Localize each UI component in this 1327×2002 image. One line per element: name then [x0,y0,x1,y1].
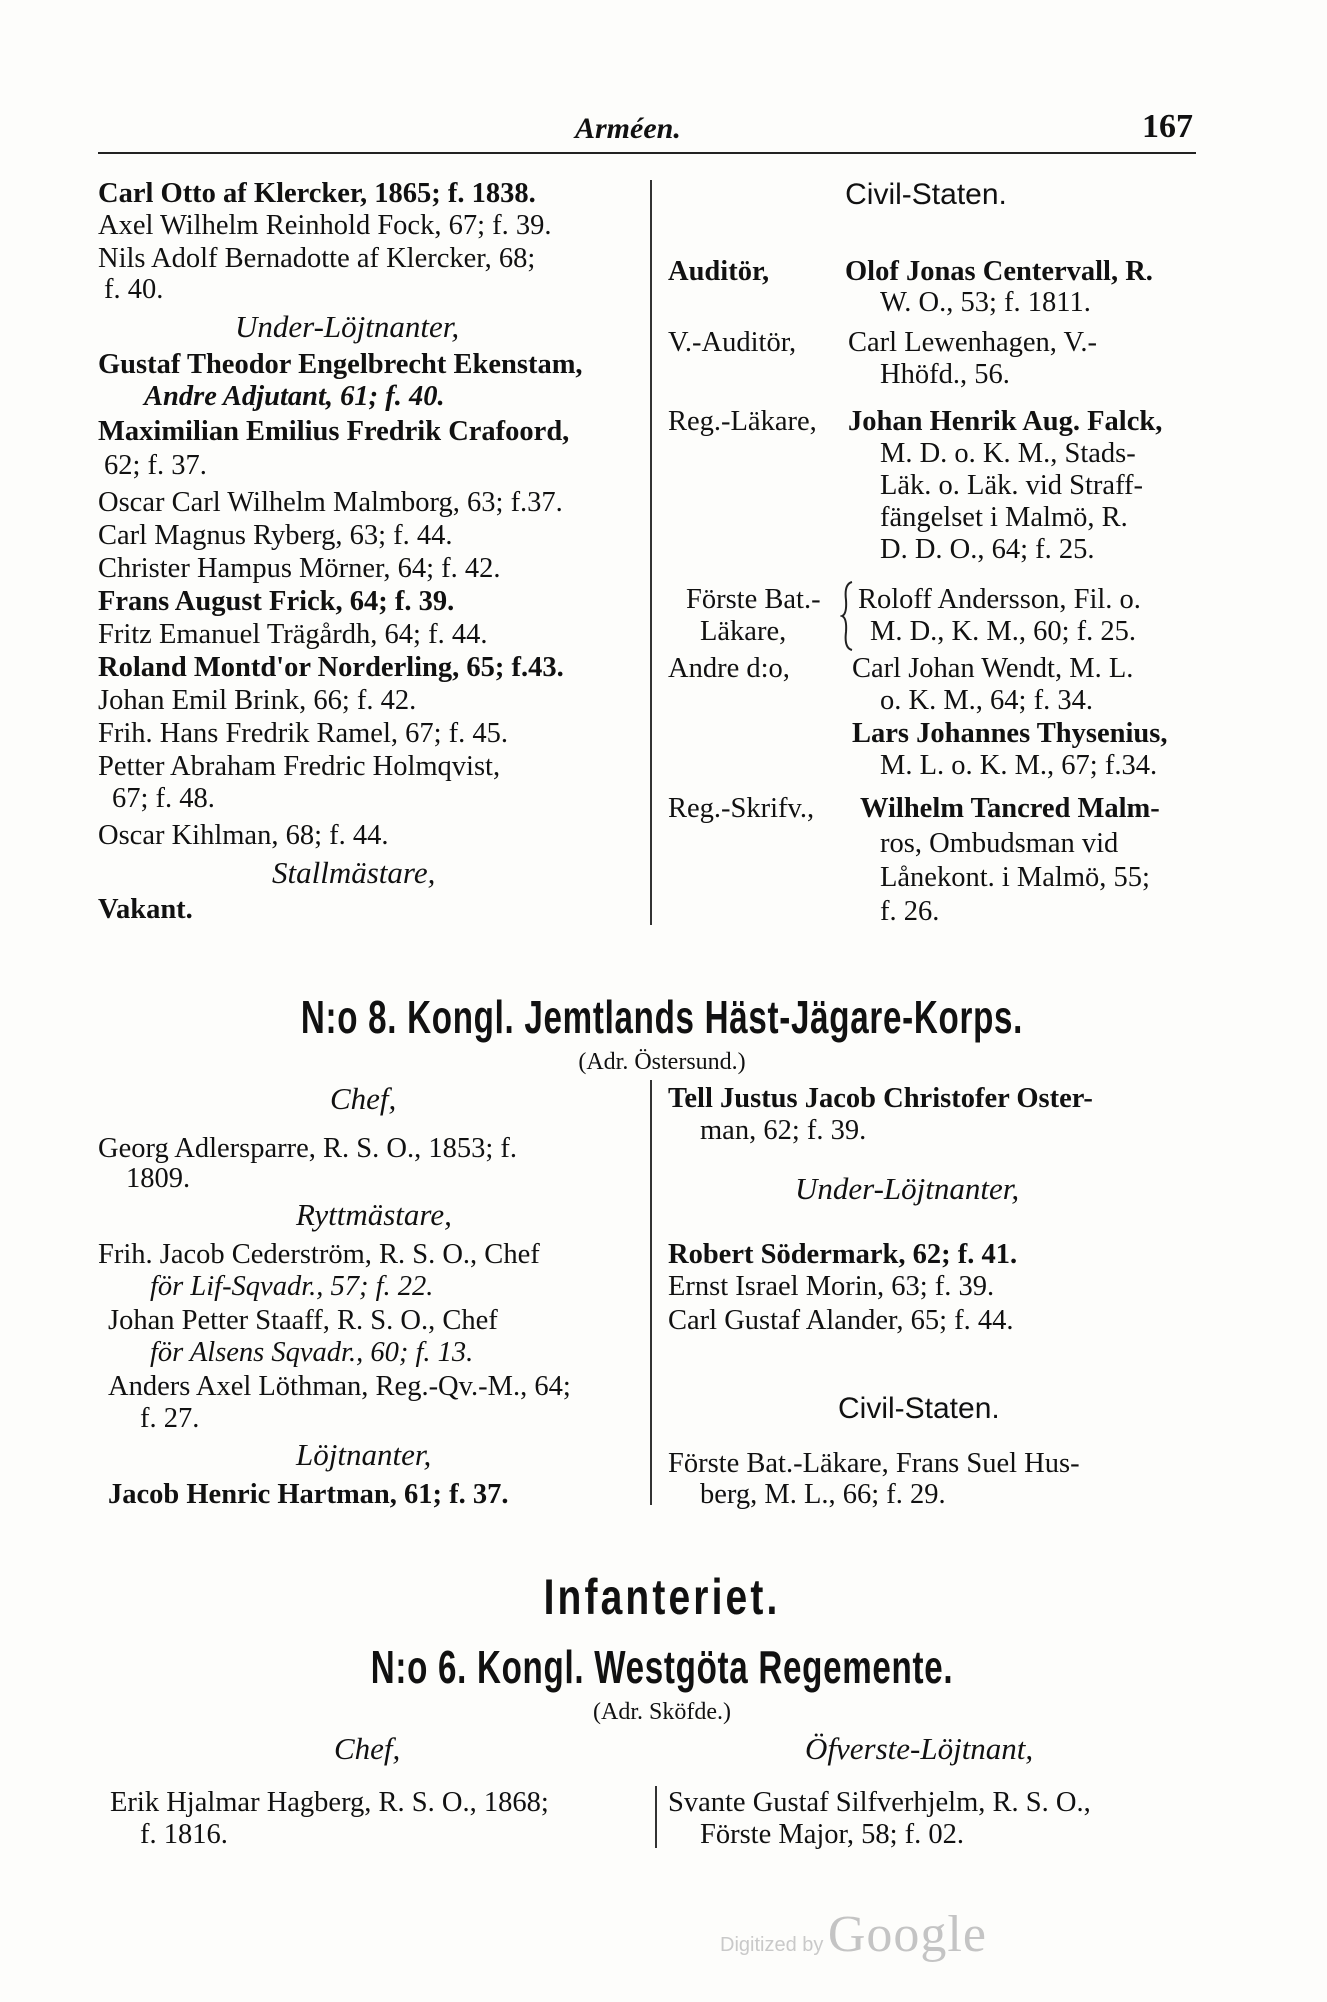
list-item: Georg Adlersparre, R. S. O., 1853; f. [98,1133,517,1164]
list-item: 1809. [126,1163,191,1194]
list-item: Nils Adolf Bernadotte af Klercker, 68; [98,243,536,274]
list-item: Anders Axel Löthman, Reg.-Qv.-M., 64; [108,1371,571,1402]
list-item: f. 26. [880,896,940,927]
list-item: Oscar Kihlman, 68; f. 44. [98,820,389,851]
list-item: Carl Gustaf Alander, 65; f. 44. [668,1305,1014,1336]
rank-heading: Öfverste-Löjtnant, [805,1731,1034,1766]
civil-staten-heading: Civil-Staten. [838,1392,1000,1425]
branch-heading: Infanteriet. [543,1569,781,1625]
section-address: (Adr. Östersund.) [578,1049,746,1075]
list-item: Lars Johannes Thysenius, [852,718,1168,749]
list-item: D. D. O., 64; f. 25. [880,534,1095,565]
role-label: Andre d:o, [668,653,790,684]
list-item: Wilhelm Tancred Malm- [860,793,1160,824]
list-item: man, 62; f. 39. [700,1115,867,1146]
list-item: Gustaf Theodor Engelbrecht Ekenstam, [98,349,583,380]
list-item: ros, Ombudsman vid [880,828,1119,859]
brace-icon [840,580,856,652]
list-item: M. D., K. M., 60; f. 25. [870,616,1137,647]
list-item: Olof Jonas Centervall, R. [845,256,1153,287]
rank-heading: Chef, [334,1731,401,1766]
column-divider [655,1786,657,1848]
list-item: 62; f. 37. [104,450,207,481]
list-item: Maximilian Emilius Fredrik Crafoord, [98,416,570,447]
rank-heading: Under-Löjtnanter, [795,1171,1020,1206]
list-item: Oscar Carl Wilhelm Malmborg, 63; f.37. [98,487,563,518]
list-item: Tell Justus Jacob Christofer Oster- [668,1083,1093,1114]
list-item: Förste Bat.-Läkare, Frans Suel Hus- [668,1448,1080,1479]
list-item: Petter Abraham Fredric Holmqvist, [98,751,501,782]
list-item: Johan Henrik Aug. Falck, [848,406,1163,437]
list-item: f. 1816. [140,1819,228,1850]
list-item: Vakant. [98,894,193,925]
list-item: Johan Emil Brink, 66; f. 42. [98,685,417,716]
list-item: Förste Major, 58; f. 02. [700,1819,965,1850]
section-address: (Adr. Sköfde.) [593,1699,731,1725]
rank-heading: Stallmästare, [272,855,436,890]
rank-heading: Ryttmästare, [296,1197,452,1232]
list-item: Hhöfd., 56. [880,359,1010,390]
list-item: Erik Hjalmar Hagberg, R. S. O., 1868; [110,1787,549,1818]
rank-heading: Chef, [330,1081,397,1116]
role-label: Förste Bat.- [686,584,821,615]
list-item: för Alsens Sqvadr., 60; f. 13. [150,1337,474,1368]
list-item: Carl Lewenhagen, V.- [848,327,1098,358]
list-item: för Lif-Sqvadr., 57; f. 22. [150,1271,434,1302]
role-label: V.-Auditör, [668,327,797,358]
list-item: Frans August Frick, 64; f. 39. [98,586,455,617]
role-label: Reg.-Skrifv., [668,793,815,824]
list-item: Lånekont. i Malmö, 55; [880,862,1150,893]
page-number: 167 [1142,108,1193,145]
list-item: Ernst Israel Morin, 63; f. 39. [668,1271,995,1302]
role-label: Reg.-Läkare, [668,406,817,437]
list-item: Johan Petter Staaff, R. S. O., Chef [108,1305,498,1336]
list-item: f. 40. [104,274,164,305]
header-rule [98,152,1196,154]
list-item: M. D. o. K. M., Stads- [880,438,1136,469]
section-title: N:o 6. Kongl. Westgöta Regemente. [370,1641,954,1693]
list-item: Svante Gustaf Silfverhjelm, R. S. O., [668,1787,1091,1818]
list-item: Carl Otto af Klercker, 1865; f. 1838. [98,178,536,209]
list-item: M. L. o. K. M., 67; f.34. [880,750,1158,781]
civil-staten-heading: Civil-Staten. [845,178,1007,211]
list-item: Fritz Emanuel Trägårdh, 64; f. 44. [98,619,488,650]
digitized-watermark [720,1905,987,1964]
watermark-prefix: Digitized by [720,1934,824,1956]
list-item: Christer Hampus Mörner, 64; f. 42. [98,553,501,584]
google-logo: Google [827,1906,987,1963]
list-item: fängelset i Malmö, R. [880,502,1128,533]
column-divider [650,180,652,925]
section-title: N:o 8. Kongl. Jemtlands Häst-Jägare-Korps. [300,991,1024,1043]
role-label: Auditör, [668,256,770,287]
list-item: Carl Magnus Ryberg, 63; f. 44. [98,520,453,551]
rank-heading: Löjtnanter, [296,1437,432,1472]
list-item: Carl Johan Wendt, M. L. [852,653,1134,684]
list-item: Frih. Hans Fredrik Ramel, 67; f. 45. [98,718,509,749]
list-item: Frih. Jacob Cederström, R. S. O., Chef [98,1239,540,1270]
list-item: f. 27. [140,1403,200,1434]
list-item: Roland Montd'or Norderling, 65; f.43. [98,652,564,683]
role-label: Läkare, [700,616,787,647]
list-item: 67; f. 48. [112,783,215,814]
list-item: Jacob Henric Hartman, 61; f. 37. [108,1479,509,1510]
list-item: Robert Södermark, 62; f. 41. [668,1239,1018,1270]
list-item: Läk. o. Läk. vid Straff- [880,470,1144,501]
running-title: Arméen. [575,112,681,145]
list-item: Axel Wilhelm Reinhold Fock, 67; f. 39. [98,210,552,241]
list-item: o. K. M., 64; f. 34. [880,685,1093,716]
list-item: Roloff Andersson, Fil. o. [858,584,1141,615]
list-item: W. O., 53; f. 1811. [880,287,1091,318]
list-item: berg, M. L., 66; f. 29. [700,1479,946,1510]
list-item: Andre Adjutant, 61; f. 40. [144,381,445,412]
column-divider [650,1080,652,1505]
rank-heading: Under-Löjtnanter, [235,309,460,344]
